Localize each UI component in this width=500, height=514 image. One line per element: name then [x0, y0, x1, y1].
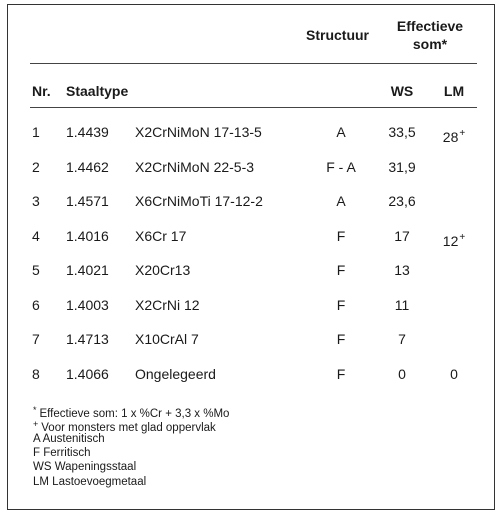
- cell-code: 1.4571: [66, 193, 109, 209]
- header-rule-bottom: [30, 107, 477, 108]
- cell-name: X6CrNiMoTi 17-12-2: [135, 193, 263, 209]
- cell-structuur: F: [336, 227, 346, 244]
- footnote-line: [33, 461, 136, 474]
- cell-ws: 31,9: [388, 158, 416, 175]
- footnote-text: Voor monsters met glad oppervlak: [41, 422, 216, 435]
- cell-name: Ongelegeerd: [135, 365, 216, 382]
- header-effectieve-som-line2: som*: [412, 36, 448, 52]
- cell-lm-superscript: +: [459, 231, 466, 243]
- cell-ws: 13: [394, 262, 410, 278]
- cell-ws: 7: [398, 331, 406, 347]
- cell-name: X2CrNi 12: [135, 296, 200, 313]
- header-effectieve-som-line1: Effectieve: [396, 18, 464, 34]
- cell-code: 1.4066: [66, 365, 109, 382]
- cell-structuur: F: [336, 365, 346, 382]
- cell-nr: 4: [32, 227, 40, 244]
- cell-code: 1.4016: [66, 227, 109, 244]
- cell-structuur: A: [336, 124, 346, 140]
- cell-name: X10CrAl 7: [135, 331, 199, 347]
- cell-lm-value: 12: [442, 232, 459, 249]
- cell-code: 1.4713: [66, 331, 109, 347]
- footnote-line: [33, 476, 146, 489]
- cell-nr: 5: [32, 262, 40, 278]
- cell-lm: [428, 230, 480, 249]
- cell-ws: 11: [394, 296, 410, 313]
- cell-code: 1.4003: [66, 296, 109, 313]
- cell-nr: 1: [32, 124, 40, 140]
- cell-structuur: F: [336, 262, 346, 278]
- footnote-line: [33, 447, 91, 460]
- header-structuur: Structuur: [306, 27, 369, 43]
- cell-ws: 23,6: [388, 193, 416, 209]
- cell-ws: 33,5: [388, 124, 416, 140]
- cell-structuur: A: [336, 193, 346, 209]
- cell-code: 1.4021: [66, 262, 109, 278]
- header-rule-top: [30, 63, 477, 64]
- cell-name: X6Cr 17: [135, 227, 187, 244]
- footnote-line: [33, 433, 105, 446]
- footnote-text: Effectieve som: 1 x %Cr + 3,3 x %Mo: [39, 408, 230, 420]
- cell-nr: 3: [32, 193, 40, 209]
- cell-nr: 2: [32, 158, 40, 175]
- cell-nr: 6: [32, 296, 40, 313]
- header-nr: Nr.: [32, 83, 51, 99]
- cell-nr: 8: [32, 365, 40, 382]
- header-lm: LM: [443, 83, 465, 99]
- cell-code: 1.4462: [66, 158, 109, 175]
- footnote-text: A Austenitisch: [33, 432, 105, 445]
- cell-ws: 17: [394, 227, 410, 244]
- cell-lm: [428, 366, 480, 382]
- footnote-text: WS Wapeningsstaal: [33, 461, 137, 474]
- cell-structuur: F: [336, 296, 346, 313]
- cell-structuur: F - A: [326, 158, 356, 175]
- header-staaltype: Staaltype: [66, 83, 129, 99]
- cell-lm-superscript: +: [459, 128, 466, 139]
- cell-lm-value: 28: [442, 129, 459, 145]
- cell-code: 1.4439: [66, 124, 109, 140]
- footnote-text: F Ferritisch: [33, 446, 91, 459]
- cell-lm-value: 0: [450, 365, 458, 382]
- cell-nr: 7: [32, 331, 40, 347]
- footnote-symbol: *: [33, 405, 37, 415]
- header-ws: WS: [390, 83, 414, 99]
- cell-structuur: F: [336, 331, 346, 347]
- cell-ws: 0: [398, 365, 406, 382]
- cell-lm: [428, 126, 480, 145]
- footnote-text: LM Lastoevoegmetaal: [33, 475, 147, 488]
- cell-name: X2CrNiMoN 22-5-3: [135, 158, 255, 175]
- cell-name: X20Cr13: [135, 262, 191, 278]
- cell-name: X2CrNiMoN 17-13-5: [135, 124, 262, 140]
- footnote-symbol: +: [33, 419, 39, 430]
